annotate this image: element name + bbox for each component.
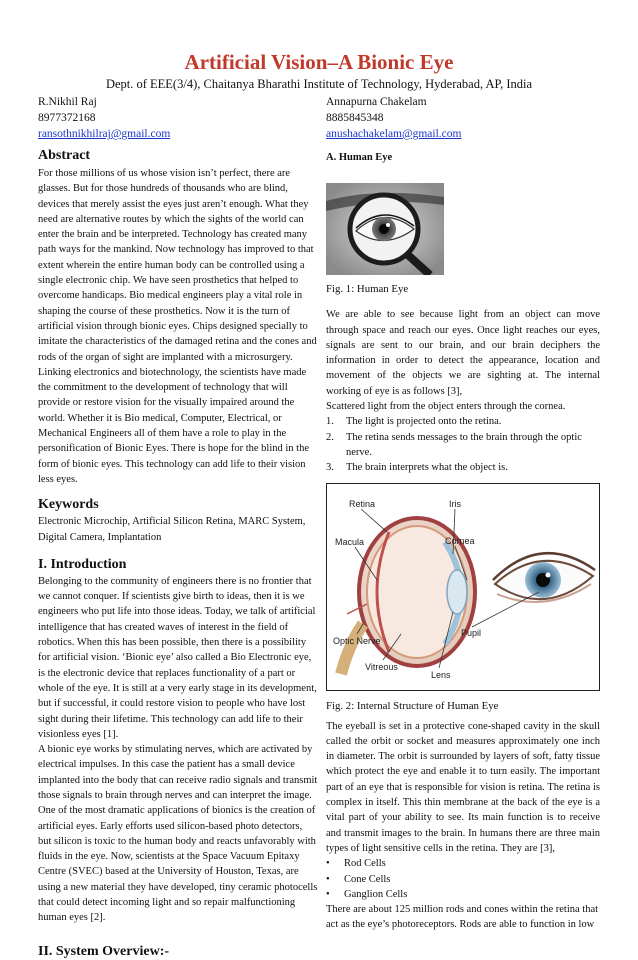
system-overview-heading: II. System Overview:- (38, 943, 170, 959)
human-eye-para-1: We are able to see because light from an object can move through space and reach our eyes. Once light reaches our eyes, signals are sent to our brain, and our brain deciphers the information in order to detect the appearance, location and movement of the objects we are sighting at. The internal working of eye is as follows [3], (326, 309, 600, 397)
author-1-phone: 8977372168 (38, 112, 96, 124)
abstract-heading: Abstract (38, 148, 91, 163)
eye-working-steps (326, 414, 600, 475)
list-item: • Rod Cells (326, 858, 386, 870)
human-eye-para-2: The eyeball is set in a protective cone-shaped cavity in the skull called the orbit or socket and measures approximately one inch in diameter. The orbit is surrounded by layers of soft, fatty tissue which protect the eye and enable it to turn easily. The important part of an eye that is responsible for vision is retina. The retina is complex in itself. This thin membrane at the back of the eye is a vital part of your ability to see. Its main function is to receive and transmit images to the brain. In humans there are three main types of light sensitive cells in the retina. They are [3], (326, 720, 600, 854)
author-1-name: R.Nikhil Raj (38, 96, 97, 108)
list-item: 2. The retina sends messages to the brain through the optic nerve. (326, 431, 582, 458)
label-pupil: Pupil (461, 627, 482, 638)
keywords-text: Electronic Microchip, Artificial Silicon Retina, MARC System, Digital Camera, Implantation (38, 516, 306, 543)
author-2-name: Annapurna Chakelam (326, 96, 427, 108)
keywords-heading: Keywords (38, 497, 99, 513)
list-item: • Ganglion Cells (326, 888, 408, 900)
label-vitreous: Vitreous (365, 661, 398, 672)
figure-1-human-eye (326, 183, 444, 275)
label-cornea: Cornea (445, 535, 475, 546)
introduction-para-1: Belonging to the community of engineers there is no frontier that we cannot conquer. If scientists give birth to ideas, then it is we engineers who put life into those ideas. Today, we talk of artificial intelligence that has created waves of interest in the field of robotics. When this has been possible, then there is a possibility for artificial vision. ‘Bionic eye’ also called a Bio Electronic eye, is the electronic device that replaces functionality of a part or whole of the eye. It is still at a very early stage in its development, but if successful, it could restore vision to people who have lost sight during their lifetime. This technology can add life to their visionless eyes [1]. (38, 575, 317, 740)
human-eye-para-1b: Scattered light from the object enters through the cornea. (326, 401, 566, 413)
label-macula: Macula (335, 536, 365, 547)
abstract-text: For those millions of us whose vision isn’t perfect, there are glasses. But for those hundreds of thousands who are blind, devices that merely assist the eyes just aren’t enough. What they need are alternative routes by which the sights of the world can enter the brain and be interpreted. Technology has created many path ways for the mankind. Now technology has improved to that extent wherein the entire human body can be controlled using a single electronic chip. We have seen prosthetics that helped to overcome handicaps. Bio medical engineers play a vital role in shaping the course of these prosthetics. Now it is the turn of artificial vision through bionic eyes. Chips designed specially to imitate the characteristics of the damaged retina and the cones and rods of the organ of sight are implanted with a microsurgery. Linking electronics and biotechnology, the scientists have made the commitment to the development of technology that will provide or restore vision for the visually impaired around the world. Whether it is Bio medical, Computer, Electrical, or Mechanical Engineers all of them have a role to play in the personification of Bionic Eyes. There is hope for the blind in the form of bionic eyes. This technology can add life to their vision less eyes. (38, 168, 317, 485)
label-retina: Retina (349, 498, 376, 509)
introduction-para-2: A bionic eye works by stimulating nerves, which are activated by electrical impulses. In this case the patient has a small device implanted into the body that can receive radio signals and transmit those signals to brain through nerves and can interpret the image. One of the most dramatic applications of bionics is the creation of artificial eyes. Early efforts used silicon-based photo detectors, but silicon is toxic to the human body and reacts unfavorably with fluids in the eye. Now, scientists at the Space Vacuum Epitaxy Centre (SVEC) based at the University of Houston, Texas, are using a new material they have developed, tiny ceramic photocells that could detect incoming light and so repair malfunctioning human eyes [2]. (38, 744, 318, 924)
author-1-email-link[interactable]: ransothnikhilraj@gmail.com (38, 128, 171, 140)
department-line: Dept. of EEE(3/4), Chaitanya Bharathi Institute of Technology, Hyderabad, AP, India (105, 77, 533, 91)
left-column (38, 148, 318, 960)
label-optic-nerve: Optic Nerve (333, 635, 381, 646)
author-2-block (326, 94, 461, 142)
figure-1-caption: Fig. 1: Human Eye (326, 283, 409, 296)
figure-2-caption: Fig. 2: Internal Structure of Human Eye (326, 699, 499, 712)
author-2-email-link[interactable]: anushachakelam@gmail.com (326, 128, 462, 140)
human-eye-para-3: There are about 125 million rods and cones within the retina that act as the eye’s photoreceptors. Rods are able to function in low (326, 904, 599, 931)
paper-title: Artificial Vision–A Bionic Eye (184, 50, 454, 74)
list-item: • Cone Cells (326, 873, 391, 885)
label-lens: Lens (431, 669, 451, 680)
introduction-heading: I. Introduction (38, 556, 127, 572)
list-item: 1. The light is projected onto the retina. (326, 416, 502, 428)
author-2-phone: 8885845348 (326, 112, 384, 124)
list-item: 3. The brain interprets what the object is. (326, 462, 508, 474)
label-iris: Iris (449, 498, 461, 509)
retina-cell-types (326, 856, 600, 902)
figure-2-eye-structure (326, 483, 600, 691)
author-1-block (38, 94, 170, 142)
human-eye-heading: A. Human Eye (326, 152, 393, 163)
eye-magnifier-illustration (326, 183, 444, 275)
eye-cross-section-diagram (327, 484, 599, 690)
right-column (326, 150, 600, 933)
